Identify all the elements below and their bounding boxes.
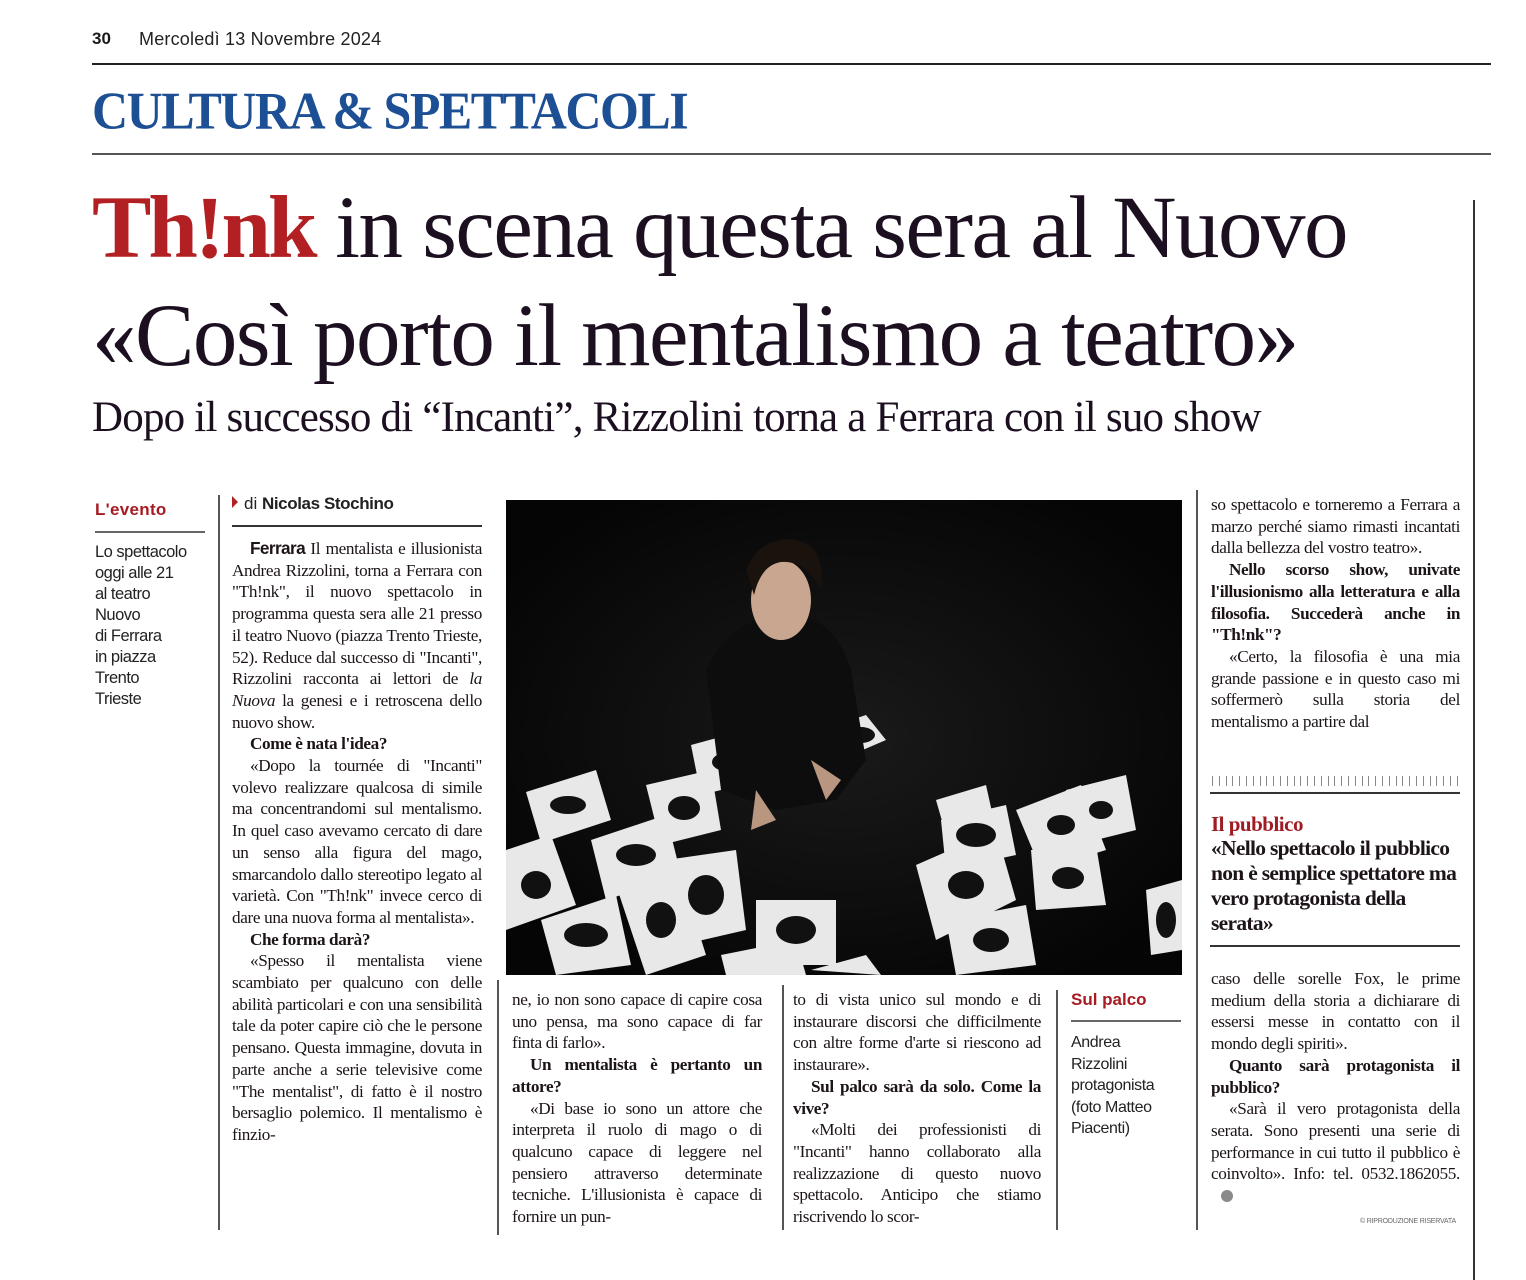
interview-question: Come è nata l'idea? bbox=[250, 734, 388, 754]
page-number: 30 bbox=[92, 29, 111, 48]
pull-quote-text: «Nello spettacolo il pubblico non è semplice spettatore ma vero protagonista della serata» bbox=[1211, 836, 1457, 935]
interview-question: Che forma darà? bbox=[250, 929, 371, 949]
article-column-3 bbox=[793, 989, 1041, 1228]
sidebar-label: L'evento bbox=[95, 500, 167, 519]
newspaper-name: la Nuova bbox=[232, 669, 482, 710]
column-divider bbox=[218, 495, 220, 1230]
column-divider bbox=[1196, 490, 1198, 1230]
interview-answer: «Certo, la filosofia è una mia grande passione e in questo caso mi soffermerò sulla storia del mentalismo a partire dal bbox=[1211, 646, 1460, 732]
byline-rule bbox=[232, 525, 482, 527]
article-column-4-top bbox=[1211, 494, 1460, 733]
interview-answer: so spettacolo e torneremo a Ferrara a marzo perché siamo rimasti incantati dalla bellezza del vostro teatro». bbox=[1211, 495, 1460, 558]
article-photo bbox=[506, 500, 1182, 975]
section-title: CULTURA & SPETTACOLI bbox=[92, 81, 688, 140]
column-divider bbox=[497, 980, 499, 1235]
headline-keyword: Th!nk bbox=[92, 179, 315, 277]
interview-answer: «Di base io sono un attore che interpreta il ruolo di mago o di qualcuno capace di leggere nel pensiero attraverso determinate tecniche. L'illusionista è capace di fornire un pun- bbox=[512, 1098, 762, 1227]
headline-line-1-rest: in scena questa sera al Nuovo bbox=[314, 179, 1348, 277]
copyright-notice: © RIPRODUZIONE RISERVATA bbox=[1360, 1218, 1456, 1225]
section-rule bbox=[92, 153, 1491, 155]
column-divider bbox=[1056, 990, 1058, 1230]
interview-answer: ne, io non sono capace di capire cosa uno pensa, ma sono capace di far finta di farlo». bbox=[512, 990, 762, 1053]
sidebar-line: oggi alle 21 bbox=[95, 564, 174, 582]
sidebar-line: Trieste bbox=[95, 690, 142, 708]
interview-question: Nello scorso show, univate l'illusionismo alla letteratura e alla filosofia. Succederà anche in "Th!nk"? bbox=[1211, 560, 1460, 645]
byline-author: Nicolas Stochino bbox=[261, 494, 394, 513]
interview-question: Sul palco sarà da solo. Come la vive? bbox=[793, 1076, 1041, 1118]
article-column-4-bottom bbox=[1211, 968, 1460, 1207]
caption-rule bbox=[1071, 1020, 1181, 1022]
byline-marker-icon bbox=[232, 496, 238, 508]
interview-answer: «Spesso il mentalista viene scambiato per qualcuno con delle abilità particolari e con una sensibilità tale da poter capire ciò che le persone pensano. Questa immagine, dovuta in parte anche a serie televisive come "The mentalist", di fatto è il nostro bersaglio polemico. Il mentalismo è finzio- bbox=[232, 951, 482, 1144]
article-intro: Ferrara Il mentalista e illusionista Andrea Rizzolini, torna a Ferrara con "Th!nk", il nuovo spettacolo in programma questa sera alle 21 presso il teatro Nuovo (piazza Trento Trieste, 52). Reduce dal successo di "Incanti", Rizzolini racconta ai lettori de la Nuova la genesi e i retroscena dello nuovo show. bbox=[232, 538, 482, 732]
sidebar-line: di Ferrara bbox=[95, 627, 162, 645]
sidebar-rule bbox=[95, 531, 205, 533]
pull-quote-label: Il pubblico bbox=[1211, 812, 1303, 836]
pull-quote-rule-top bbox=[1210, 792, 1460, 794]
pull-quote-rule-bottom bbox=[1210, 945, 1460, 947]
article-column-2 bbox=[512, 989, 762, 1228]
sidebar-line: al teatro bbox=[95, 585, 151, 603]
end-of-article-icon bbox=[1221, 1190, 1233, 1202]
photo-caption: Andrea Rizzolini protagonista (foto Matteo Piacenti) bbox=[1071, 1034, 1155, 1137]
interview-answer: «Dopo la tournée di "Incanti" volevo realizzare qualcosa di simile ma concentrandomi sul mentalismo. In quel caso avevamo cercato di dare un senso alla figura del mago, smarcandolo dallo stereotipo legato al varietà. Con "Th!nk" invece cerco di dare una nuova forma al mentalista». bbox=[232, 756, 482, 927]
sidebar-line: in piazza bbox=[95, 648, 156, 666]
interview-question: Un mentalista è pertanto un attore? bbox=[512, 1055, 762, 1096]
subheadline: Dopo il successo di “Incanti”, Rizzolini torna a Ferrara con il suo show bbox=[92, 394, 1261, 441]
interview-answer: «Molti dei professionisti di "Incanti" hanno collaborato alla realizzazione di questo nuovo spettacolo. Anticipo che stiamo riscrivendo lo scor- bbox=[793, 1120, 1041, 1227]
column-divider bbox=[782, 985, 784, 1230]
caption-label: Sul palco bbox=[1071, 990, 1147, 1009]
headline-line-1 bbox=[92, 178, 1347, 278]
byline bbox=[232, 494, 393, 514]
interview-answer: «Sarà il vero protagonista della serata. Sono presenti una serie di performance in cui tutto il pubblico è coinvolto». Info: tel. 0532.1862055. bbox=[1211, 1098, 1460, 1207]
interview-question: Quanto sarà protagonista il pubblico? bbox=[1211, 1055, 1460, 1097]
headline-line-2: «Così porto il mentalismo a teatro» bbox=[92, 287, 1298, 385]
page-edge-divider bbox=[1473, 200, 1475, 1280]
pull-quote-ornament bbox=[1212, 776, 1458, 786]
sidebar-line: Trento bbox=[95, 669, 140, 687]
sidebar-info bbox=[95, 542, 205, 710]
photo-illustration bbox=[506, 500, 1182, 975]
interview-answer: to di vista unico sul mondo e di instaurare discorsi che difficilmente con altre forme d'arte si riescono ad instaurare». bbox=[793, 990, 1041, 1075]
interview-answer: caso delle sorelle Fox, le prime medium della storia a dichiarare di essersi messe in contatto con il mondo degli spiriti». bbox=[1211, 969, 1460, 1054]
sidebar-line: Nuovo bbox=[95, 606, 141, 624]
dateline: Ferrara bbox=[250, 538, 306, 558]
header-rule bbox=[92, 63, 1491, 65]
byline-prefix: di bbox=[244, 494, 262, 513]
sidebar-line: Lo spettacolo bbox=[95, 543, 187, 561]
issue-date: Mercoledì 13 Novembre 2024 bbox=[139, 29, 382, 49]
article-column-1 bbox=[232, 538, 482, 1146]
